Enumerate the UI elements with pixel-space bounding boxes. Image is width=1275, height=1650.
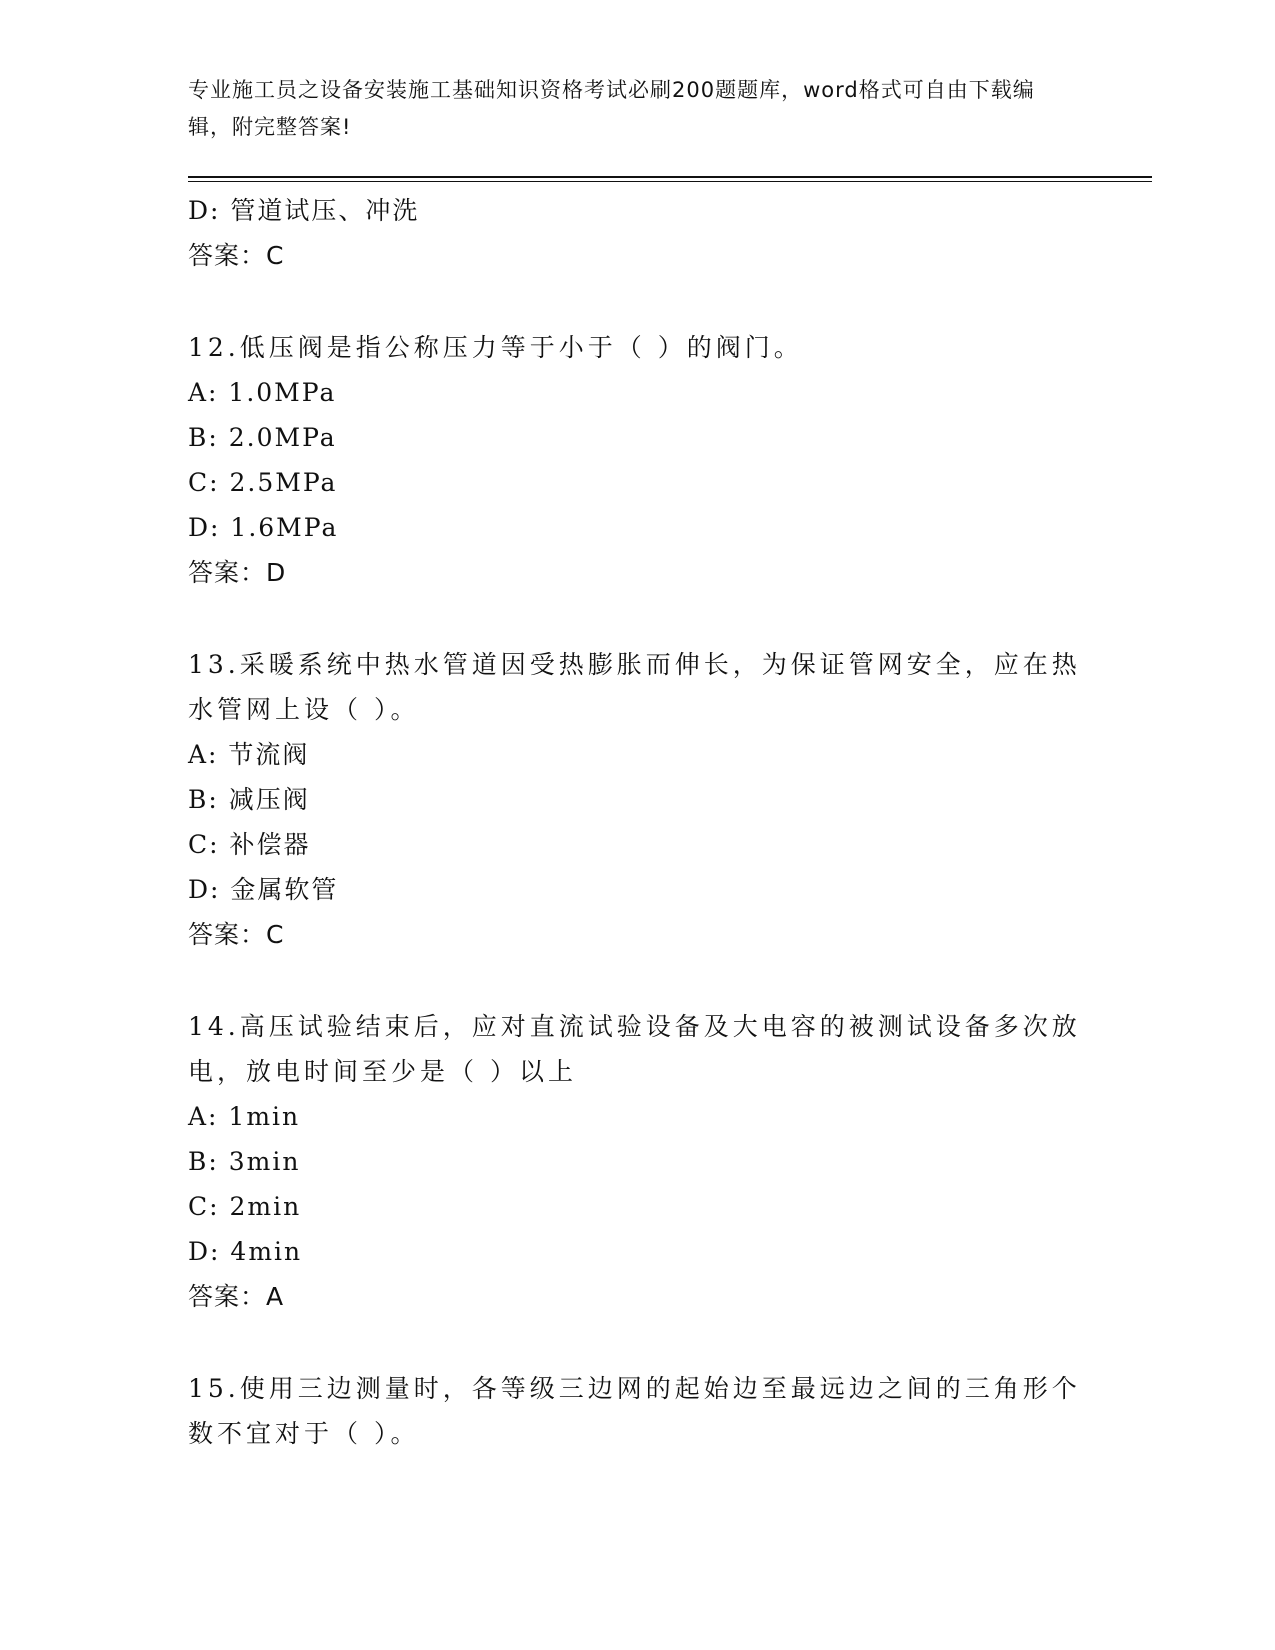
question-15 [188, 1366, 1088, 1456]
question-14 [188, 1004, 1088, 1319]
question-stem: 15.使用三边测量时，各等级三边网的起始边至最远边之间的三角形个数不宜对于（ ）。 [188, 1374, 1081, 1448]
answer-line: 答案：D [188, 558, 287, 587]
header-rule-thin [188, 181, 1152, 182]
option-b: B: 减压阀 [188, 785, 310, 814]
carryover-block [188, 188, 1088, 278]
option-a: A: 节流阀 [188, 740, 310, 769]
answer-line: 答案：C [188, 920, 285, 949]
answer-line: 答案：A [188, 1282, 285, 1311]
question-13 [188, 642, 1088, 957]
option-d: D: 金属软管 [188, 875, 339, 904]
question-stem: 14.高压试验结束后，应对直流试验设备及大电容的被测试设备多次放电，放电时间至少是（ ）以上 [188, 1012, 1081, 1086]
page-header-title: 专业施工员之设备安装施工基础知识资格考试必刷200题题库，word格式可自由下载编辑，附完整答案! [188, 78, 1035, 139]
option-d: D: 1.6MPa [188, 513, 339, 542]
option-b: B: 3min [188, 1147, 301, 1176]
answer-line: 答案：C [188, 241, 285, 270]
option-a: A: 1.0MPa [188, 378, 337, 407]
option-c: C: 补偿器 [188, 830, 311, 859]
question-12 [188, 325, 1088, 595]
question-list [188, 188, 1088, 1456]
header-rule [188, 176, 1152, 178]
option-b: B: 2.0MPa [188, 423, 337, 452]
option-c: C: 2.5MPa [188, 468, 338, 497]
question-stem: 13.采暖系统中热水管道因受热膨胀而伸长，为保证管网安全，应在热水管网上设（ ）。 [188, 650, 1081, 724]
option-d: D: 4min [188, 1237, 303, 1266]
option-c: C: 2min [188, 1192, 302, 1221]
option-d: D: 管道试压、冲洗 [188, 196, 420, 225]
option-a: A: 1min [188, 1102, 301, 1131]
question-stem: 12.低压阀是指公称压力等于小于（ ）的阀门。 [188, 333, 803, 362]
